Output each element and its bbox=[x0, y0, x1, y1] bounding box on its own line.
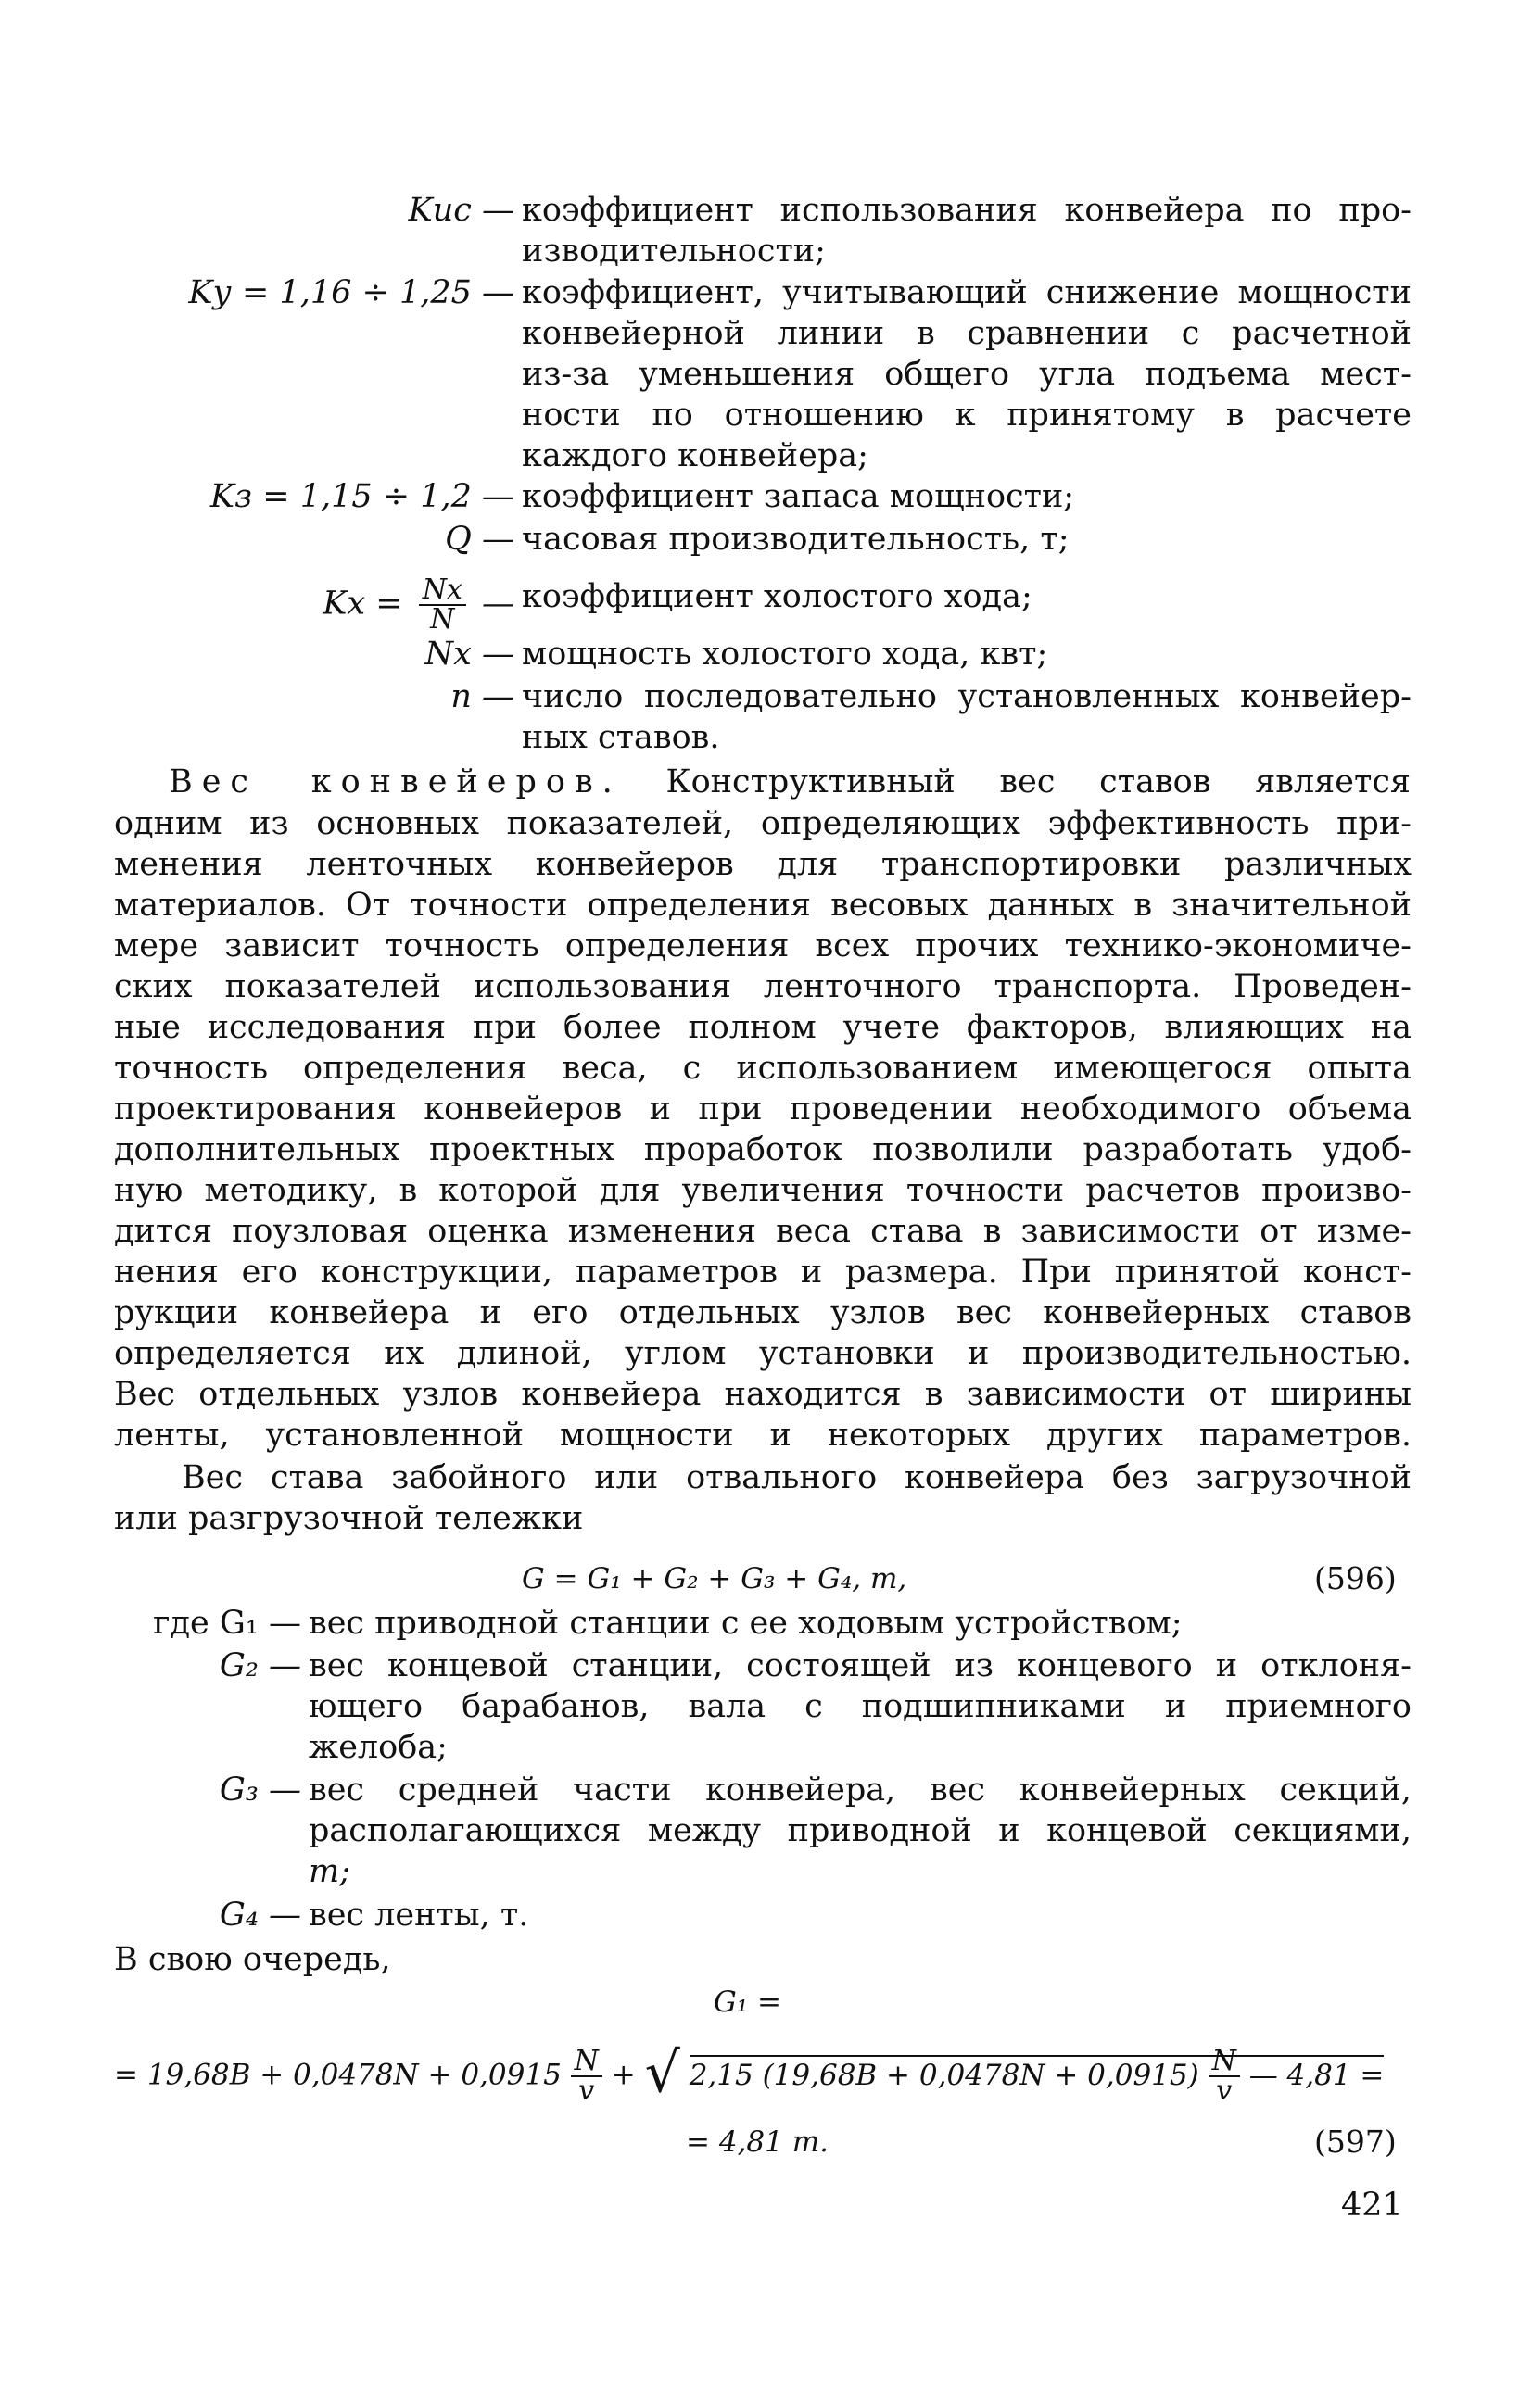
kx-fraction-denominator: N bbox=[430, 603, 455, 636]
sqrt-sign-icon: √ bbox=[644, 2040, 680, 2106]
equation-596: G = G₁ + G₂ + G₃ + G₄, т, bbox=[522, 1562, 907, 1595]
nx-def-line1: мощность холостого хода, квт; bbox=[522, 636, 1048, 673]
section-heading-spaced: Вес конвейеров. bbox=[169, 763, 622, 801]
g4-label: G₄ — bbox=[219, 1897, 301, 1934]
para1-line9: проектирования конвейеров и при проведении необходимого объема bbox=[114, 1091, 1412, 1128]
kx-fraction-numerator: Nх bbox=[419, 576, 466, 606]
para2-line1: Вес става забойного или отвального конвейера без загрузочной bbox=[182, 1459, 1412, 1496]
eq597-minus-tail: — 4,81 = bbox=[1248, 2058, 1385, 2092]
q-def-line1: часовая производительность, т; bbox=[522, 521, 1070, 558]
ky-def-line2: конвейерной линии в сравнении с расчетной bbox=[522, 315, 1412, 352]
para1-line5: мере зависит точность определения всех прочих технико-экономиче- bbox=[114, 927, 1412, 964]
para1-line12: дится поузловая оценка изменения веса става в зависимости от изме- bbox=[114, 1213, 1412, 1250]
ky-def-line4: ности по отношению к принятому в расчете bbox=[522, 397, 1412, 434]
n-def-line2: ных ставов. bbox=[522, 719, 720, 756]
g4-def-line1: вес ленты, т. bbox=[309, 1897, 529, 1934]
para1-line17: ленты, установленной мощности и некоторых других параметров. bbox=[114, 1417, 1412, 1454]
para1-line8: точность определения веса, с использованием имеющегося опыта bbox=[114, 1050, 1412, 1087]
para1-line4: материалов. От точности определения весовых данных в значительной bbox=[114, 887, 1412, 924]
para1-line6: ских показателей использования ленточного транспорта. Проведен- bbox=[114, 968, 1412, 1005]
para1-line7: ные исследования при более полном учете факторов, влияющих на bbox=[114, 1009, 1412, 1046]
equation-597-lhs: G₁ = bbox=[714, 1986, 782, 2019]
equation-597-result: = 4,81 т. bbox=[686, 2125, 829, 2159]
g2-def-line3: желоба; bbox=[309, 1729, 448, 1766]
kis-def-line1: коэффициент использования конвейера по про- bbox=[522, 192, 1412, 229]
g2-def-line1: вес концевой станции, состоящей из концевого и отклоня- bbox=[309, 1647, 1412, 1684]
para1-line10: дополнительных проектных проработок позволили разработать удоб- bbox=[114, 1131, 1412, 1168]
eq597-fraction-2-den: v bbox=[1216, 2074, 1233, 2107]
q-label: Q — bbox=[445, 521, 514, 558]
para3-line1: В свою очередь, bbox=[114, 1941, 391, 1978]
para1-line1 bbox=[169, 762, 1411, 802]
para1-line16: Вес отдельных узлов конвейера находится в зависимости от ширины bbox=[114, 1376, 1412, 1413]
g2-label: G₂ — bbox=[219, 1647, 301, 1684]
eq597-line-a: = 19,68B + 0,0478N + 0,0915 bbox=[114, 2058, 562, 2092]
kz-label: Kз = 1,15 ÷ 1,2 — bbox=[209, 478, 514, 515]
g1-label: где G₁ — bbox=[153, 1605, 301, 1642]
g3-def-line2: располагающихся между приводной и концевой секциями, bbox=[309, 1812, 1412, 1849]
n-label: n — bbox=[450, 678, 514, 715]
nx-label: Nх — bbox=[424, 636, 514, 673]
para1-line14: рукции конвейера и его отдельных узлов вес конвейерных ставов bbox=[114, 1294, 1412, 1331]
para1-line15: определяется их длиной, углом установки и производительностью. bbox=[114, 1335, 1412, 1372]
kis-def-line2: изводительности; bbox=[522, 233, 826, 270]
eq597-fraction-1-den: v bbox=[578, 2074, 595, 2107]
para1-line11: ную методику, в которой для увеличения точности расчетов произво- bbox=[114, 1172, 1412, 1209]
ky-def-line1: коэффициент, учитывающий снижение мощности bbox=[522, 274, 1412, 311]
kx-def-line1: коэффициент холостого хода; bbox=[522, 578, 1032, 615]
kx-fraction bbox=[419, 576, 466, 634]
eq597-plus: + bbox=[611, 2058, 636, 2092]
page-number: 421 bbox=[1341, 2187, 1403, 2224]
g3-label: G₃ — bbox=[219, 1771, 301, 1809]
eq597-fraction-1 bbox=[571, 2045, 602, 2107]
eq597-sqrt-inner: 2,15 (19,68B + 0,0478N + 0,0915) bbox=[689, 2058, 1199, 2092]
equation-597-number: (597) bbox=[1314, 2124, 1397, 2160]
kx-label-left: Kх = bbox=[323, 585, 403, 623]
ky-def-line3: из-за уменьшения общего угла подъема мест- bbox=[522, 356, 1412, 393]
g3-def-line1: вес средней части конвейера, вес конвейерных секций, bbox=[309, 1771, 1412, 1809]
g2-def-line2: ющего барабанов, вала с подшипниками и приемного bbox=[309, 1688, 1412, 1725]
para1-line2: одним из основных показателей, определяющих эффективность при- bbox=[114, 805, 1412, 842]
eq597-fraction-2 bbox=[1209, 2045, 1240, 2107]
para1-line1-rest: Конструктивный вес ставов является bbox=[665, 763, 1411, 801]
g1-def-line1: вес приводной станции с ее ходовым устройством; bbox=[309, 1605, 1183, 1642]
para1-line3: менения ленточных конвейеров для транспортировки различных bbox=[114, 846, 1412, 883]
equation-596-number: (596) bbox=[1314, 1560, 1397, 1596]
kx-label bbox=[323, 576, 514, 634]
eq597-fraction-2-num: N bbox=[1209, 2048, 1240, 2077]
ky-def-line5: каждого конвейера; bbox=[522, 437, 868, 474]
sqrt-radicand bbox=[689, 2045, 1385, 2107]
eq597-fraction-1-num: N bbox=[571, 2048, 602, 2077]
ky-label: Kу = 1,16 ÷ 1,25 — bbox=[188, 274, 514, 311]
kz-def-line1: коэффициент запаса мощности; bbox=[522, 478, 1075, 515]
n-def-line1: число последовательно установленных конвейер- bbox=[522, 678, 1412, 715]
kis-label: Kис — bbox=[408, 192, 514, 229]
para2-line2: или разгрузочной тележки bbox=[114, 1500, 584, 1537]
g3-def-line3: т; bbox=[309, 1853, 350, 1890]
equation-597-body bbox=[114, 2040, 1385, 2107]
para1-line13: нения его конструкции, параметров и размера. При принятой конст- bbox=[114, 1254, 1412, 1291]
kx-dash: — bbox=[482, 585, 514, 623]
